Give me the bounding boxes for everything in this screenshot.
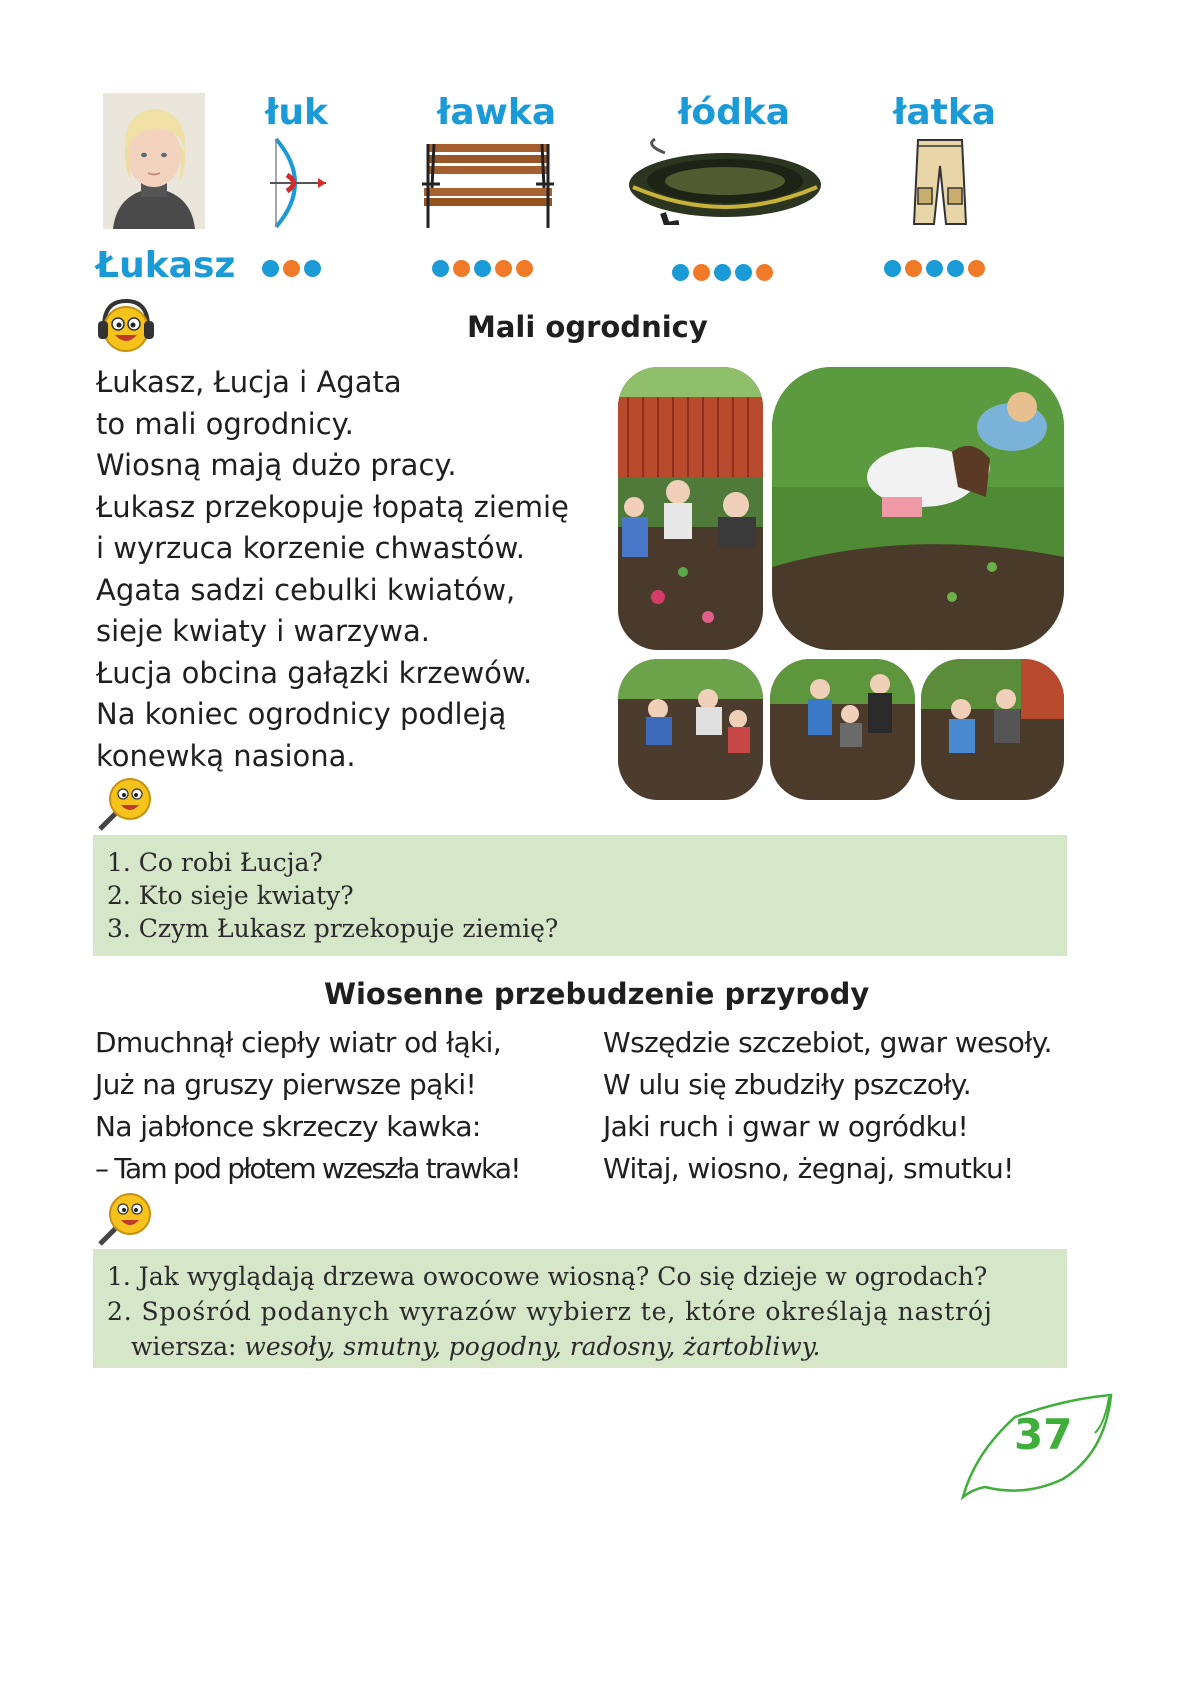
syllable-dot xyxy=(926,260,943,277)
word-lodka: łódka xyxy=(678,92,791,133)
microphone-smiley-icon xyxy=(92,1190,156,1253)
syllable-dot xyxy=(714,264,731,281)
reading-line: konewką nasiona. xyxy=(96,738,356,773)
reading-line: Łukasz przekopuje łopatą ziemię xyxy=(96,489,569,524)
questions-box-2 xyxy=(93,1249,1067,1368)
headphones-smiley-icon xyxy=(96,297,156,360)
poem-line: Witaj, wiosno, żegnaj, smutku! xyxy=(603,1152,1014,1185)
syllable-dot xyxy=(693,264,710,281)
syllable-dot xyxy=(968,260,985,277)
page-number: 37 xyxy=(1014,1410,1073,1459)
garden-photo-3 xyxy=(618,659,763,800)
reading-line: sieje kwiaty i warzywa. xyxy=(96,614,430,648)
garden-photo-4 xyxy=(770,659,915,800)
question-item xyxy=(107,1329,1057,1364)
syllable-dot xyxy=(283,260,300,277)
poem-right-column xyxy=(603,1022,1052,1190)
reading-line: to mali ogrodnicy. xyxy=(96,406,354,441)
garden-photo-2 xyxy=(772,367,1064,650)
mood-words: wesoły, smutny, pogodny, radosny, żartobliwy. xyxy=(244,1332,821,1361)
reading-title: Mali ogrodnicy xyxy=(467,310,708,344)
garden-photo-5 xyxy=(921,659,1064,800)
word-latka: łatka xyxy=(893,92,997,133)
poem-left-column xyxy=(95,1022,520,1190)
reading-line: Na koniec ogrodnicy podleją xyxy=(96,697,507,731)
garden-photo-1 xyxy=(618,367,763,650)
question-item: 2. Kto sieje kwiaty? xyxy=(107,881,354,910)
microphone-smiley-icon xyxy=(92,775,156,838)
syllable-dot xyxy=(304,260,321,277)
syllable-dot xyxy=(474,260,491,277)
reading-line: Wiosną mają dużo pracy. xyxy=(96,448,457,482)
poem-line: W ulu się zbudziły pszczoły. xyxy=(603,1068,972,1101)
reading-line: i wyrzuca korzenie chwastów. xyxy=(96,531,525,565)
syllable-dot xyxy=(432,260,449,277)
poem-line: Wszędzie szczebiot, gwar wesoły. xyxy=(603,1026,1052,1059)
poem-line: Dmuchnął ciepły wiatr od łąki, xyxy=(95,1026,502,1059)
poem-line: Już na gruszy pierwsze pąki! xyxy=(95,1068,477,1101)
syllable-dot xyxy=(947,260,964,277)
syllable-dots-lawka xyxy=(432,260,533,277)
syllable-dots-latka xyxy=(884,260,985,277)
syllable-dot xyxy=(453,260,470,277)
syllable-dot xyxy=(672,264,689,281)
question-item: 1. Jak wyglądają drzewa owocowe wiosną? Co się dzieje w ogrodach? xyxy=(107,1262,988,1291)
syllable-dot xyxy=(495,260,512,277)
reading-text xyxy=(96,362,616,777)
word-lukasz: Łukasz xyxy=(96,245,236,286)
questions-box-1 xyxy=(93,835,1067,956)
question-item: 1. Co robi Łucja? xyxy=(107,848,323,877)
syllable-dots-lodka xyxy=(672,264,773,281)
question-lead: wiersza: xyxy=(131,1332,237,1361)
poem-line: Na jabłonce skrzeczy kawka: xyxy=(95,1110,481,1143)
syllable-dot xyxy=(905,260,922,277)
poem-line: – Tam pod płotem wzeszła trawka! xyxy=(95,1152,520,1185)
word-luk: łuk xyxy=(265,92,328,133)
syllable-dot xyxy=(756,264,773,281)
poem-title: Wiosenne przebudzenie przyrody xyxy=(324,977,870,1011)
bow-icon xyxy=(262,135,334,236)
boy-photo xyxy=(103,93,205,229)
trousers-icon xyxy=(910,136,970,233)
bench-icon xyxy=(418,140,558,237)
syllable-dot xyxy=(516,260,533,277)
syllable-dot xyxy=(735,264,752,281)
word-lawka: ławka xyxy=(437,92,557,133)
reading-line: Łukasz, Łucja i Agata xyxy=(96,365,402,399)
syllable-dot xyxy=(884,260,901,277)
syllable-dots-luk xyxy=(262,260,321,277)
reading-line: Łucja obcina gałązki krzewów. xyxy=(96,655,533,690)
question-item: 3. Czym Łukasz przekopuje ziemię? xyxy=(107,914,559,943)
poem-line: Jaki ruch i gwar w ogródku! xyxy=(603,1110,969,1143)
question-item: 2. Spośród podanych wyrazów wybierz te, które określają nastrój xyxy=(107,1297,993,1326)
reading-line: Agata sadzi cebulki kwiatów, xyxy=(96,572,516,607)
syllable-dot xyxy=(262,260,279,277)
boat-icon xyxy=(625,135,825,230)
